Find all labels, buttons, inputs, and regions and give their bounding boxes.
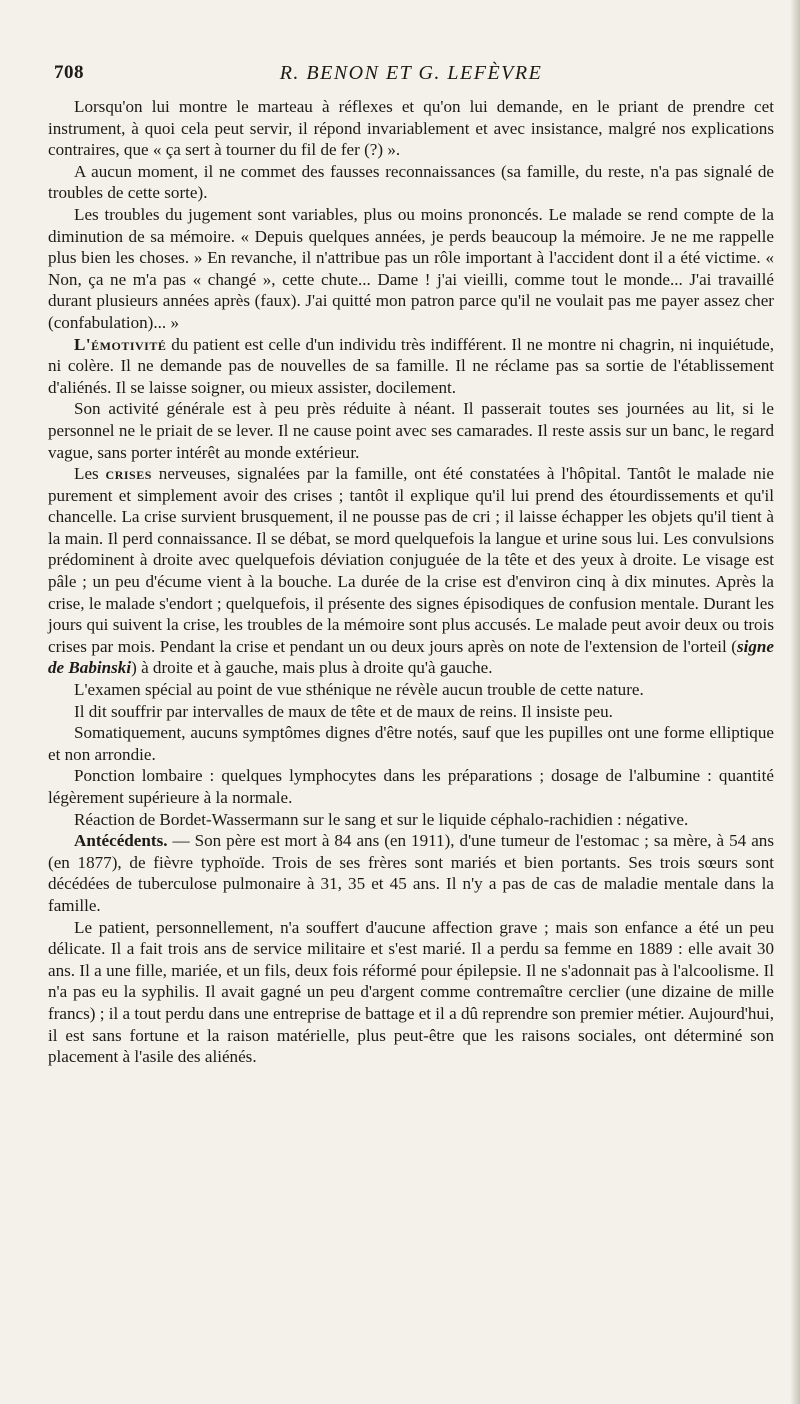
paragraph: Les troubles du jugement sont variables, plus ou moins prononcés. Le malade se rend compte de la diminution de sa mémoire. « Depuis quelques années, je perds beaucoup la mémoire. Je ne me rappelle plus bien les choses. » En revanche, il n'attribue pas un rôle important à l'accident dont il a été victime. « Non, ça ne m'a pas « changé », cette chute... Dame ! j'ai vieilli, comme tout le monde... J'ai travaillé durant plusieurs années après (faux). J'ai quitté mon patron parce qu'il ne voulait pas me payer assez cher (confabulation)... » [48, 204, 774, 332]
paragraph: Réaction de Bordet-Wassermann sur le sang et sur le liquide céphalo-rachidien : négative. [74, 809, 689, 829]
running-title: R. BENON ET G. LEFÈVRE [279, 62, 543, 84]
paragraph: Son activité générale est à peu près réduite à néant. Il passerait toutes ses journées au lit, si le personnel ne le priait de se lever. Il ne cause point avec ses camarades. Il reste assis sur un banc, le regard vague, sans porter intérêt au monde extérieur. [48, 399, 774, 462]
page-edge-shadow [790, 0, 800, 1404]
paragraph: Il dit souffrir par intervalles de maux de tête et de maux de reins. Il insiste peu. [74, 701, 613, 721]
body-text [48, 96, 774, 1068]
paragraph: L'examen spécial au point de vue sthénique ne révèle aucun trouble de cette nature. [74, 680, 644, 700]
paragraph: Ponction lombaire : quelques lymphocytes dans les préparations ; dosage de l'albumine : quantité légèrement supérieure à la normale. [48, 766, 774, 807]
page-number: 708 [54, 62, 84, 83]
paragraph: Lorsqu'on lui montre le marteau à réflexes et qu'on lui demande, en le priant de prendre cet instrument, à quoi cela peut servir, il répond invariablement et avec insistance, malgré nos explications contraires, que « ça sert à tourner du fil de fer (?) ». [48, 97, 774, 160]
paragraph-lead: crises [105, 464, 152, 484]
paragraph-lead: L'émotivité [74, 334, 167, 354]
paragraph: Somatiquement, aucuns symptômes dignes d'être notés, sauf que les pupilles ont une forme elliptique et non arrondie. [48, 723, 774, 764]
paragraph: L'émotivité du patient est celle d'un individu très indifférent. Il ne montre ni chagrin, ni inquiétude, ni colère. Il ne demande pas de nouvelles de sa famille. Il ne réclame pas sa sortie de l'établissement d'aliénés. Il se laisse soigner, ou mieux assister, docilement. [48, 334, 774, 397]
italic-term: signe de Babinski [48, 636, 774, 678]
paragraph: A aucun moment, il ne commet des fausses reconnaissances (sa famille, du reste, n'a pas signalé de troubles de cette sorte). [48, 161, 774, 203]
paragraph: Les crises nerveuses, signalées par la famille, ont été constatées à l'hôpital. Tantôt le malade nie purement et simplement avoir des crises ; tantôt il explique qu'il lui prend des étourdissements et qu'il chancelle. La crise survient brusquement, il ne pousse pas de cri ; il laisse échapper les objets qu'il tient à la main. Il perd connaissance. Il se débat, se mord quelquefois la langue et urine sous lui. Les convulsions prédominent à droite avec quelquefois déviation conjuguée de la tête et des yeux à droite. Le visage est pâle ; un peu d'écume vient à la bouche. La durée de la crise est d'environ cinq à dix minutes. Après la crise, le malade s'endort ; quelquefois, il présente des signes épisodiques de confusion mentale. Durant les jours qui suivent la crise, les troubles de la mémoire sont plus accusés. Le malade peut avoir deux ou trois crises par mois. Pendant la crise et pendant un ou deux jours après on note de l'extension de l'orteil (signe de Babinski) à droite et à gauche, mais plus à droite qu'à gauche. [48, 464, 774, 678]
section-heading: Antécédents. [74, 831, 168, 851]
paragraph: Antécédents. — Son père est mort à 84 ans (en 1911), d'une tumeur de l'estomac ; sa mère, à 54 ans (en 1877), de fièvre typhoïde. Trois de ses frères sont mariés et bien portants. Ses trois sœurs sont décédées de tuberculose pulmonaire à 31, 35 et 45 ans. Il n'y a pas de cas de maladie mentale dans la famille. [48, 831, 774, 915]
paragraph: Le patient, personnellement, n'a souffert d'aucune affection grave ; mais son enfance a été un peu délicate. Il a fait trois ans de service militaire et s'est marié. Il a perdu sa femme en 1889 : elle avait 30 ans. Il a une fille, mariée, et un fils, deux fois réformé pour épilepsie. Il ne s'adonnait pas à l'alcoolisme. Il n'a pas eu la syphilis. Il avait gagné un peu d'argent comme contremaître cerclier (une dizaine de mille francs) ; il a tout perdu dans une entreprise de battage et il a dû reprendre son premier métier. Aujourd'hui, il est sans fortune et la raison matérielle, plus peut-être que les raisons sociales, ont déterminé son placement à l'asile des aliénés. [48, 917, 774, 1067]
page-header [48, 58, 774, 88]
